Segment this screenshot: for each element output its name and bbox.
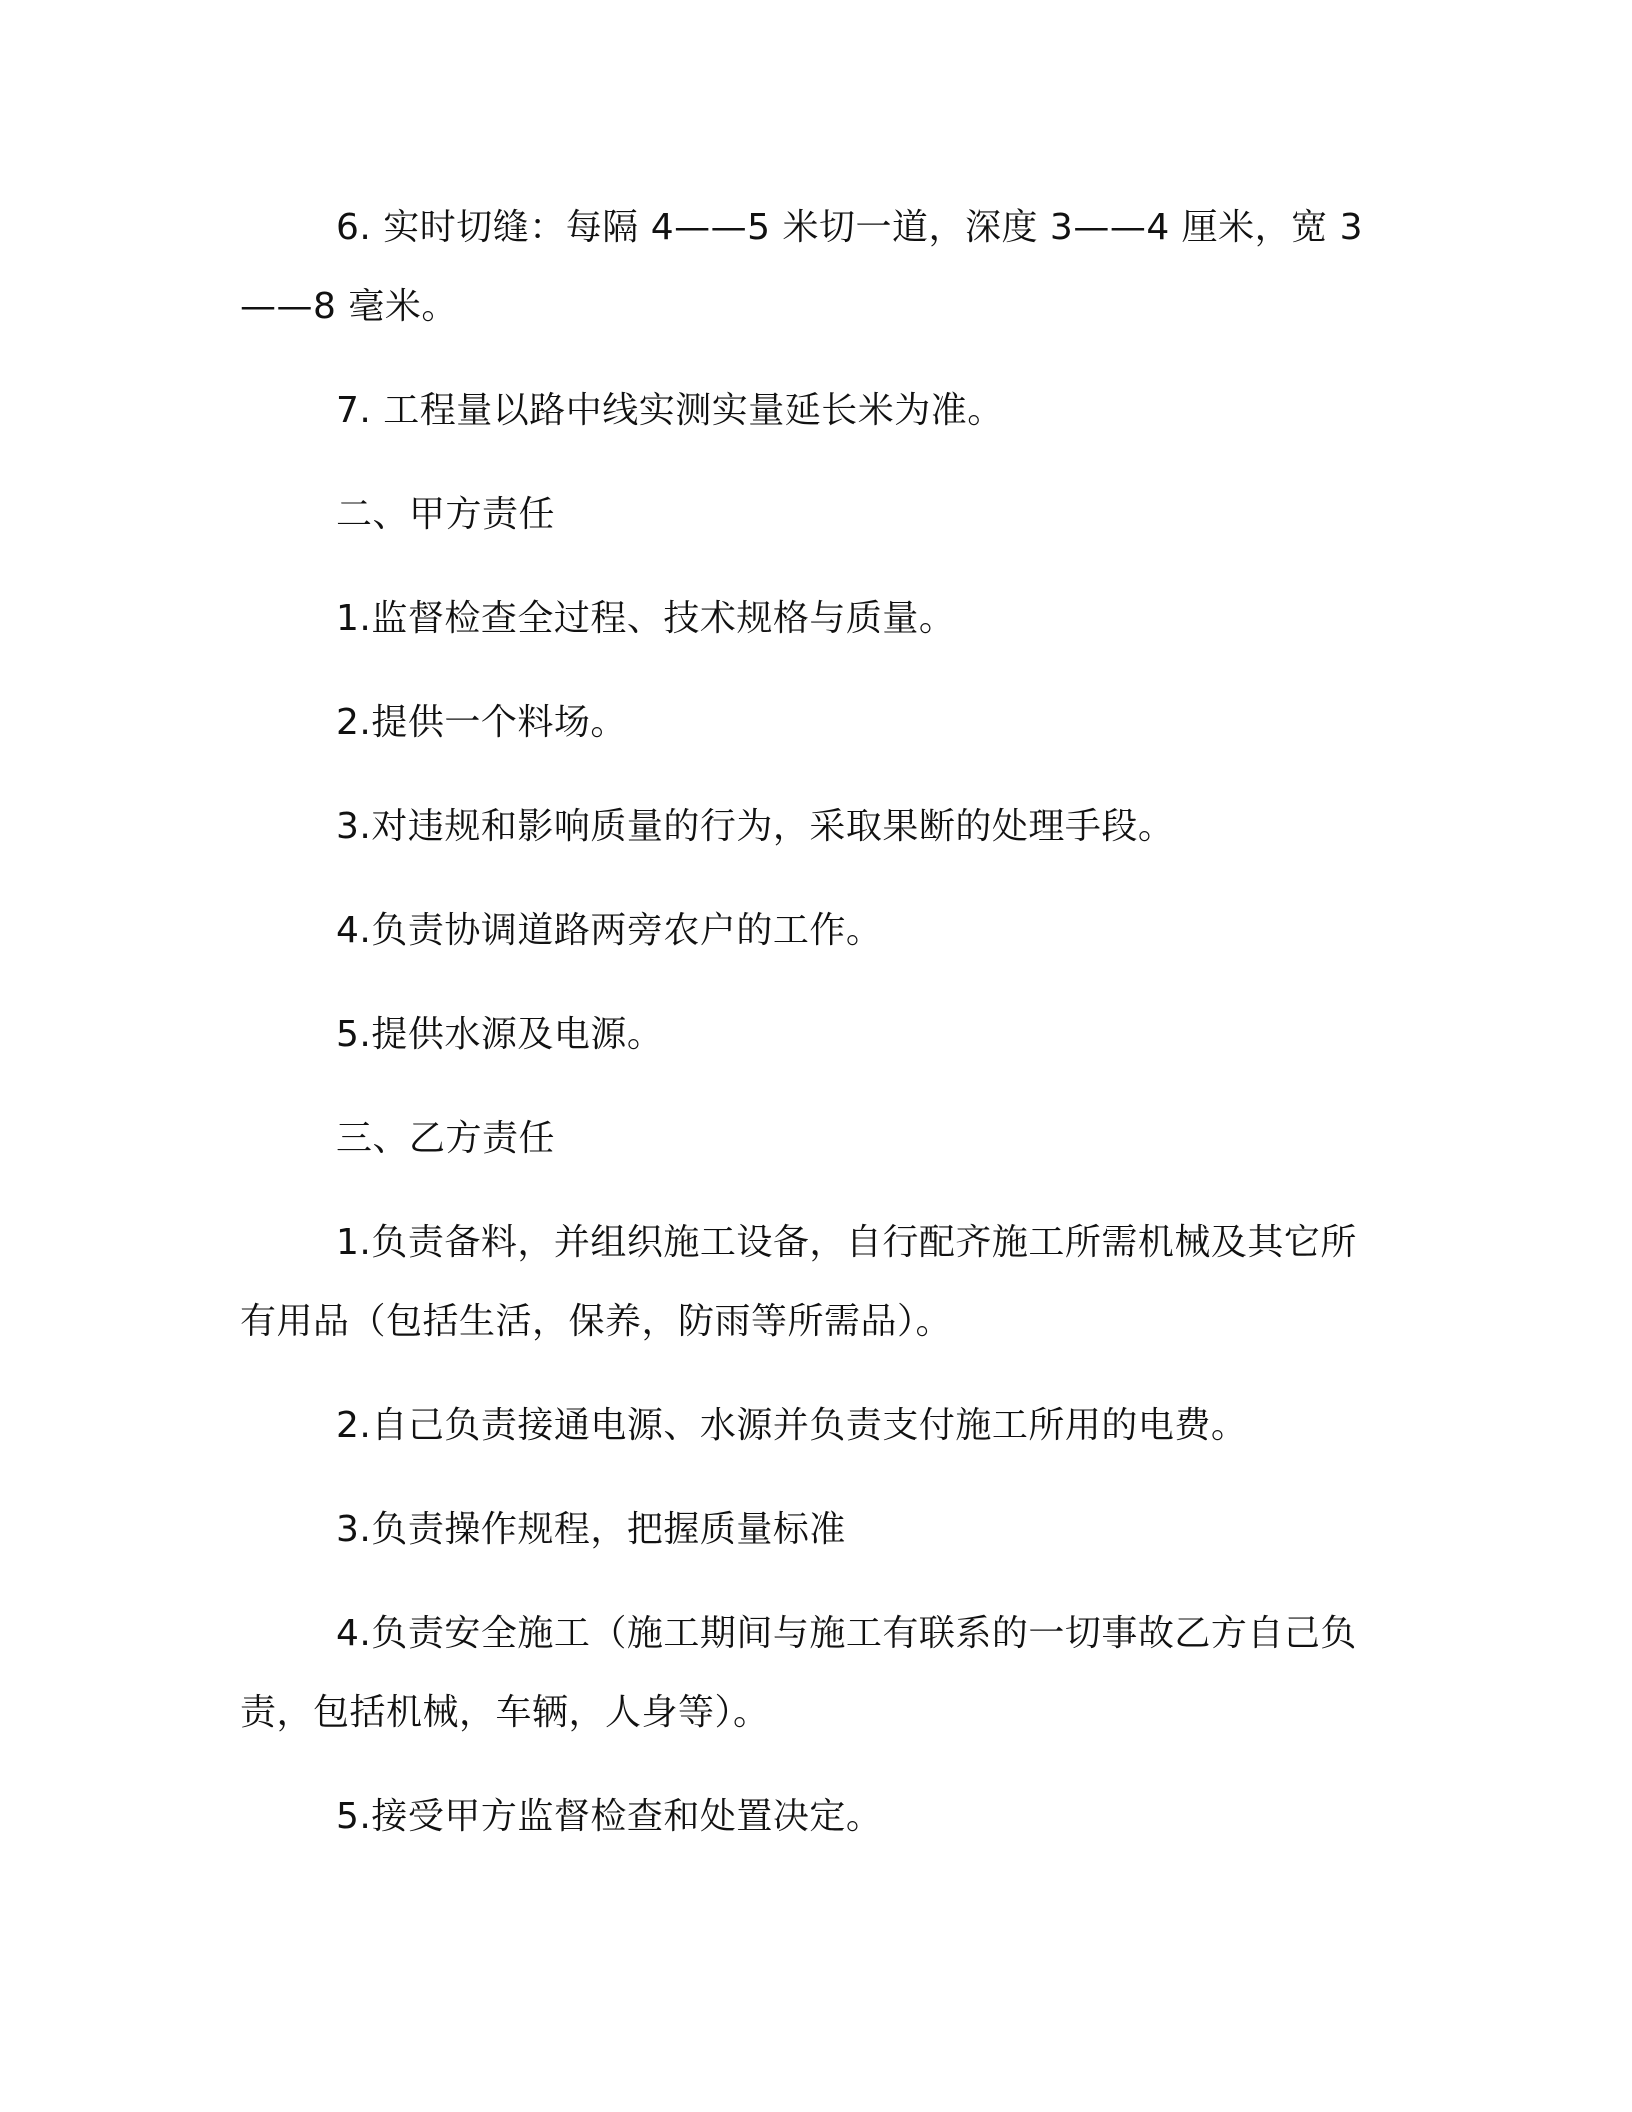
paragraph-party-a-5: 5.提供水源及电源。 <box>336 1014 664 1055</box>
paragraph-party-b-3: 3.负责操作规程，把握质量标准 <box>336 1509 846 1550</box>
paragraph-cutting-joints: 6. 实时切缝：每隔 4——5 米切一道，深度 3——4 厘米，宽 3——8 毫米。 <box>240 207 1364 327</box>
paragraph-party-a-1: 1.监督检查全过程、技术规格与质量。 <box>336 598 956 639</box>
paragraph-quantity-measure: 7. 工程量以路中线实测实量延长米为准。 <box>336 390 1004 431</box>
paragraph-party-a-4: 4.负责协调道路两旁农户的工作。 <box>336 910 883 951</box>
paragraph-party-b-5: 5.接受甲方监督检查和处置决定。 <box>336 1796 883 1837</box>
section-heading-party-a: 二、甲方责任 <box>336 494 556 535</box>
paragraph-party-a-3: 3.对违规和影响质量的行为，采取果断的处理手段。 <box>336 806 1175 847</box>
document-body <box>240 188 1380 1881</box>
paragraph-party-b-4: 4.负责安全施工（施工期间与施工有联系的一切事故乙方自己负责，包括机械，车辆，人身等）。 <box>240 1613 1357 1733</box>
section-heading-party-b: 三、乙方责任 <box>336 1118 556 1159</box>
paragraph-party-b-2: 2.自己负责接通电源、水源并负责支付施工所用的电费。 <box>336 1405 1248 1446</box>
paragraph-party-b-1: 1.负责备料，并组织施工设备，自行配齐施工所需机械及其它所有用品（包括生活，保养，防雨等所需品）。 <box>240 1222 1357 1342</box>
paragraph-party-a-2: 2.提供一个料场。 <box>336 702 627 743</box>
